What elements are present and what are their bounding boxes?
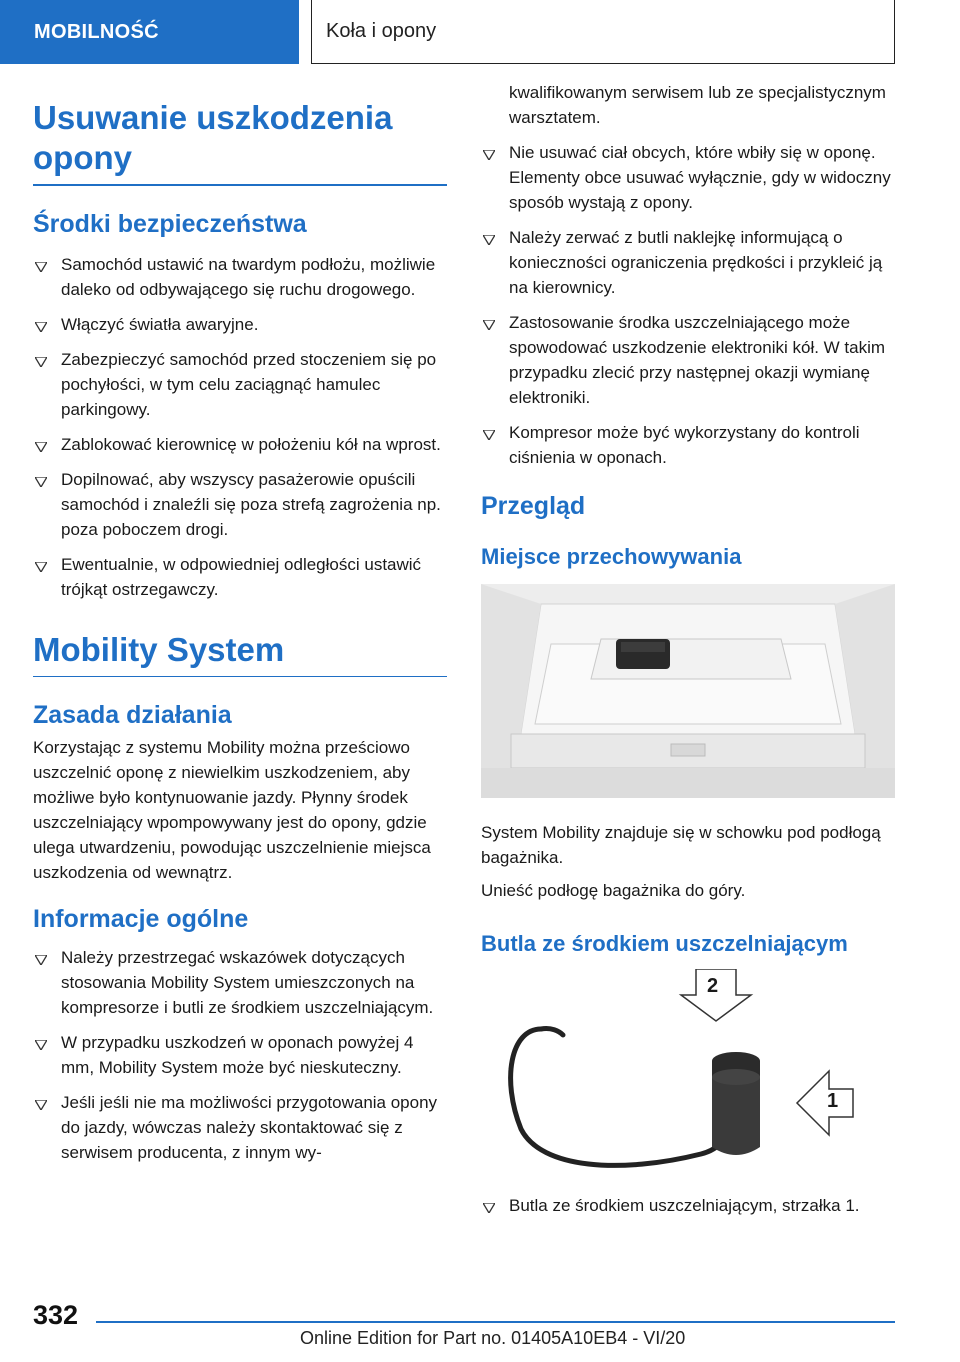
- section-title-tire-repair: Usuwanie uszkodzenia opony: [33, 99, 393, 176]
- list-item: Dopilnować, aby wszyscy pasażerowie opuścili samochód i znaleźli się poza strefą zagrożenia np. poza poboczem drogi.: [33, 467, 447, 542]
- continued-text: kwalifikowanym serwisem lub ze specjalistycznym warsztatem.: [509, 83, 886, 127]
- title-rule: [33, 184, 447, 186]
- list-item: Należy przestrzegać wskazówek dotyczących stosowania Mobility System umieszczonych na kompresorze i butli ze środkiem uszczelniającym.: [33, 945, 447, 1020]
- heading-general-info: Informacje ogólne: [33, 905, 249, 933]
- footer-rule: [96, 1321, 895, 1323]
- list-item: Samochód ustawić na twardym podłożu, możliwie daleko od odbywającego się ruchu drogowego.: [33, 252, 447, 302]
- list-bottle: [481, 1193, 895, 1218]
- paragraph-principle: Korzystając z systemu Mobility można prześciowo uszczelnić oponę z niewielkim uszkodzeniem, aby możliwe było kontynuowanie jazdy. Płynny środek uszczelniający wpompowywany jest do opony, gdzie ulega utwardzeniu, powodując uszczelnienie miejsca uszkodzenia od wewnątrz.: [33, 738, 431, 882]
- list-item: W przypadku uszkodzeń w oponach powyżej 4 mm, Mobility System może być nieskuteczny.: [33, 1030, 447, 1080]
- trunk-illustration: [481, 584, 895, 798]
- heading-safety: Środki bezpieczeństwa: [33, 209, 307, 238]
- list-item: Ewentualnie, w odpowiedniej odległości ustawić trójkąt ostrzegawczy.: [33, 552, 447, 602]
- paragraph-storage: System Mobility znajduje się w schowku pod podłogą bagażnika.: [481, 823, 881, 867]
- footer-edition: Online Edition for Part no. 01405A10EB4 - VI/20: [300, 1328, 686, 1348]
- bottle-diagram: [481, 969, 895, 1179]
- title-rule: [33, 676, 447, 678]
- list-item: Butla ze środkiem uszczelniającym, strzałka 1.: [481, 1193, 895, 1218]
- heading-sealant-bottle: Butla ze środkiem uszczelniającym: [481, 931, 848, 956]
- section-title-mobility: Mobility System: [33, 630, 285, 668]
- arrow-label-2: 2: [707, 975, 719, 997]
- list-item: Zastosowanie środka uszczelniającego może spowodować uszkodzenie elektroniki kół. W takim przypadku zlecić przy następnej okazji wymianę elektroniki.: [481, 310, 895, 410]
- heading-principle: Zasada działania: [33, 701, 232, 729]
- list-item: Jeśli jeśli nie ma możliwości przygotowania opony do jazdy, wówczas należy skontaktować się z serwisem producenta, z innym wy-: [33, 1090, 447, 1165]
- arrow-label-1: 1: [827, 1090, 839, 1112]
- section-tab[interactable]: [0, 0, 299, 64]
- list-item: Kompresor może być wykorzystany do kontroli ciśnienia w oponach.: [481, 420, 895, 470]
- list-item: Włączyć światła awaryjne.: [33, 312, 447, 337]
- heading-overview: Przegląd: [481, 492, 586, 520]
- list-item: Zablokować kierownicę w położeniu kół na wprost.: [33, 432, 447, 457]
- chapter-tab[interactable]: [311, 0, 895, 64]
- left-column: [33, 98, 447, 1175]
- list-general-cont: [481, 140, 895, 470]
- list-safety: [33, 252, 447, 602]
- list-general: [33, 945, 447, 1165]
- paragraph-lift: Unieść podłogę bagażnika do góry.: [481, 881, 746, 900]
- trunk-photo: [481, 584, 895, 798]
- right-column: [481, 80, 895, 1228]
- list-item: Należy zerwać z butli naklejkę informującą o konieczności ograniczenia prędkości i przykleić ją na kierownicy.: [481, 225, 895, 300]
- list-item: Zabezpieczyć samochód przed stoczeniem się po pochyłości, w tym celu zaciągnąć hamulec parkingowy.: [33, 347, 447, 422]
- page-number: 332: [33, 1300, 79, 1330]
- heading-storage: Miejsce przechowywania: [481, 544, 742, 569]
- chapter-label: Koła i opony: [326, 20, 437, 42]
- list-item: Nie usuwać ciał obcych, które wbiły się w oponę. Elementy obce usuwać wyłącznie, gdy w widoczny sposób wystają z opony.: [481, 140, 895, 215]
- section-label: MOBILNOŚĆ: [34, 20, 159, 43]
